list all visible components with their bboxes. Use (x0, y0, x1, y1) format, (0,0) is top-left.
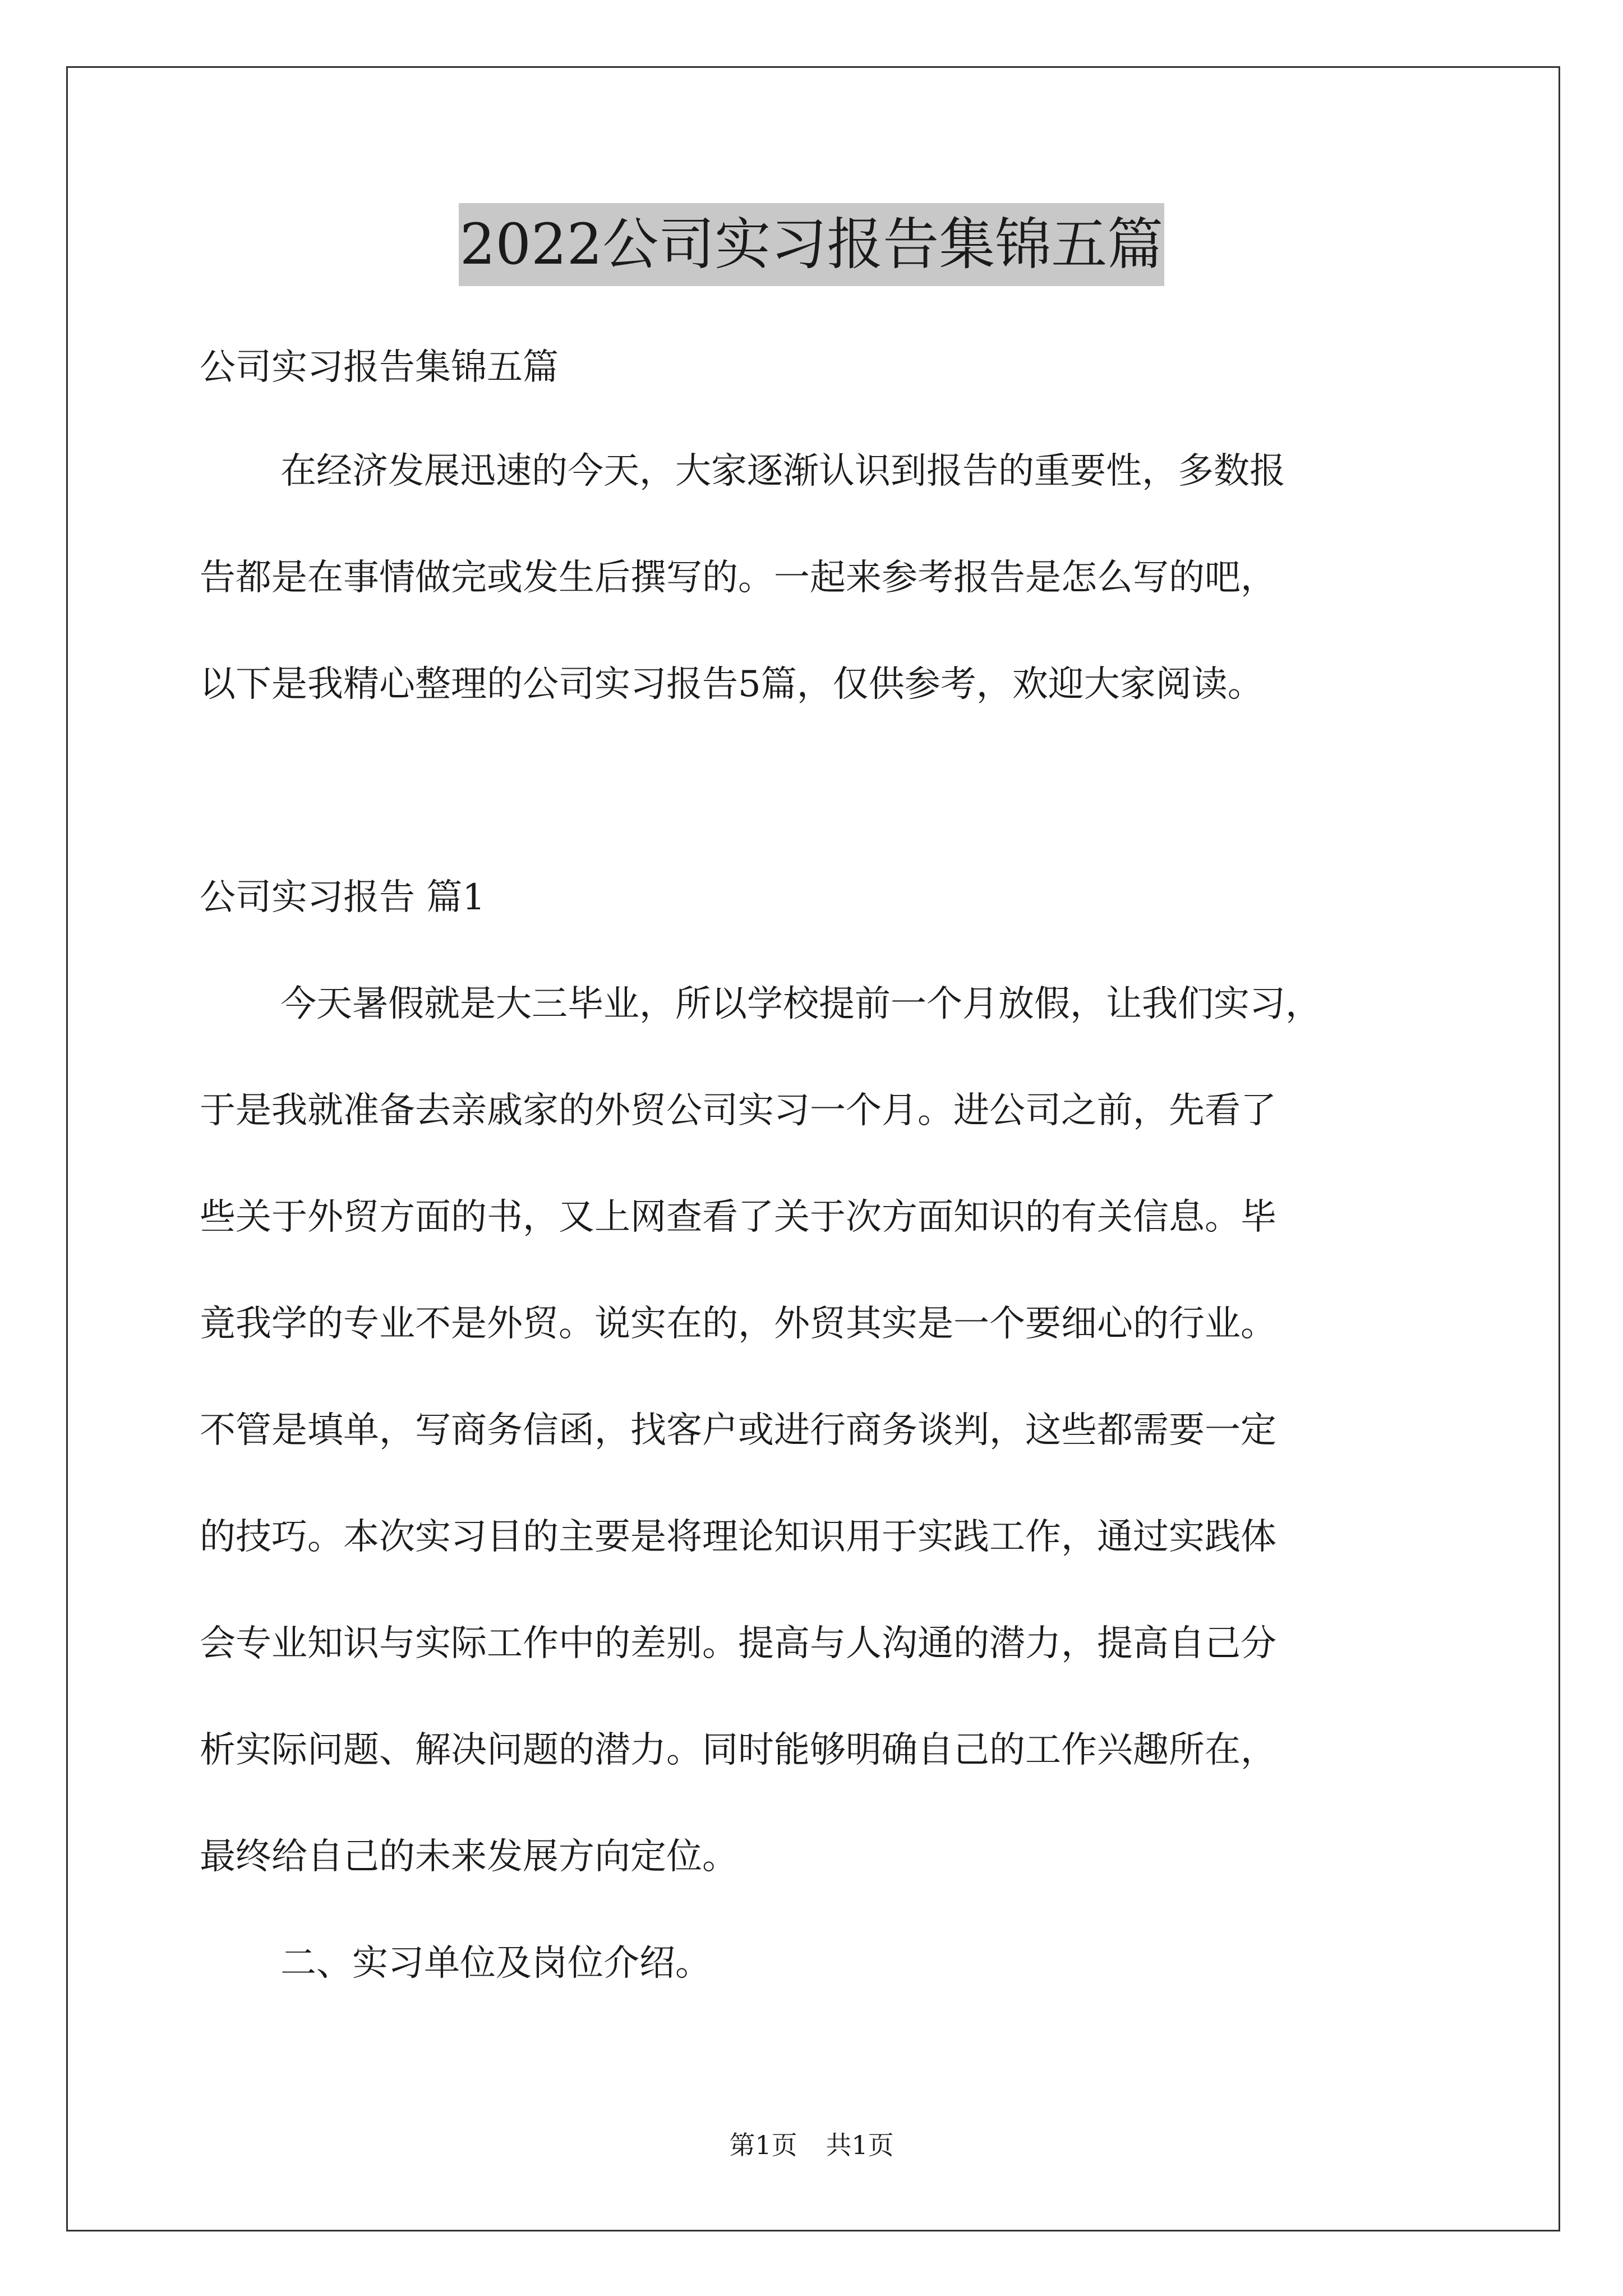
body-line: 些关于外贸方面的书，又上网查看了关于次方面知识的有关信息。毕 (200, 1197, 1276, 1238)
body-line: 的技巧。本次实习目的主要是将理论知识用于实践工作，通过实践体 (200, 1516, 1276, 1558)
page-footer (0, 2128, 1623, 2162)
document-subtitle: 公司实习报告集锦五篇 (200, 347, 559, 388)
body-line: 今天暑假就是大三毕业，所以学校提前一个月放假，让我们实习， (280, 983, 1321, 1025)
body-line: 会专业知识与实际工作中的差别。提高与人沟通的潜力，提高自己分 (200, 1623, 1276, 1664)
intro-line: 以下是我精心整理的公司实习报告5篇，仅供参考，欢迎大家阅读。 (200, 664, 1264, 705)
document-title: 2022公司实习报告集锦五篇 (459, 203, 1165, 286)
title-container (0, 203, 1623, 286)
body-line: 竟我学的专业不是外贸。说实在的，外贸其实是一个要细心的行业。 (200, 1303, 1276, 1345)
intro-line: 在经济发展迅速的今天，大家逐渐认识到报告的重要性，多数报 (280, 450, 1285, 492)
subheading: 二、实习单位及岗位介绍。 (280, 1943, 711, 1984)
body-line: 析实际问题、解决问题的潜力。同时能够明确自己的工作兴趣所在， (200, 1729, 1276, 1771)
page-total: 共1页 (826, 2130, 894, 2160)
intro-line: 告都是在事情做完或发生后撰写的。一起来参考报告是怎么写的吧， (200, 557, 1276, 599)
body-line: 不管是填单，写商务信函，找客户或进行商务谈判，这些都需要一定 (200, 1410, 1276, 1451)
body-line: 最终给自己的未来发展方向定位。 (200, 1836, 738, 1878)
page-border (66, 66, 1560, 2231)
page-number: 第1页 (729, 2130, 797, 2160)
section-heading: 公司实习报告 篇1 (200, 877, 486, 918)
body-line: 于是我就准备去亲戚家的外贸公司实习一个月。进公司之前，先看了 (200, 1090, 1276, 1131)
